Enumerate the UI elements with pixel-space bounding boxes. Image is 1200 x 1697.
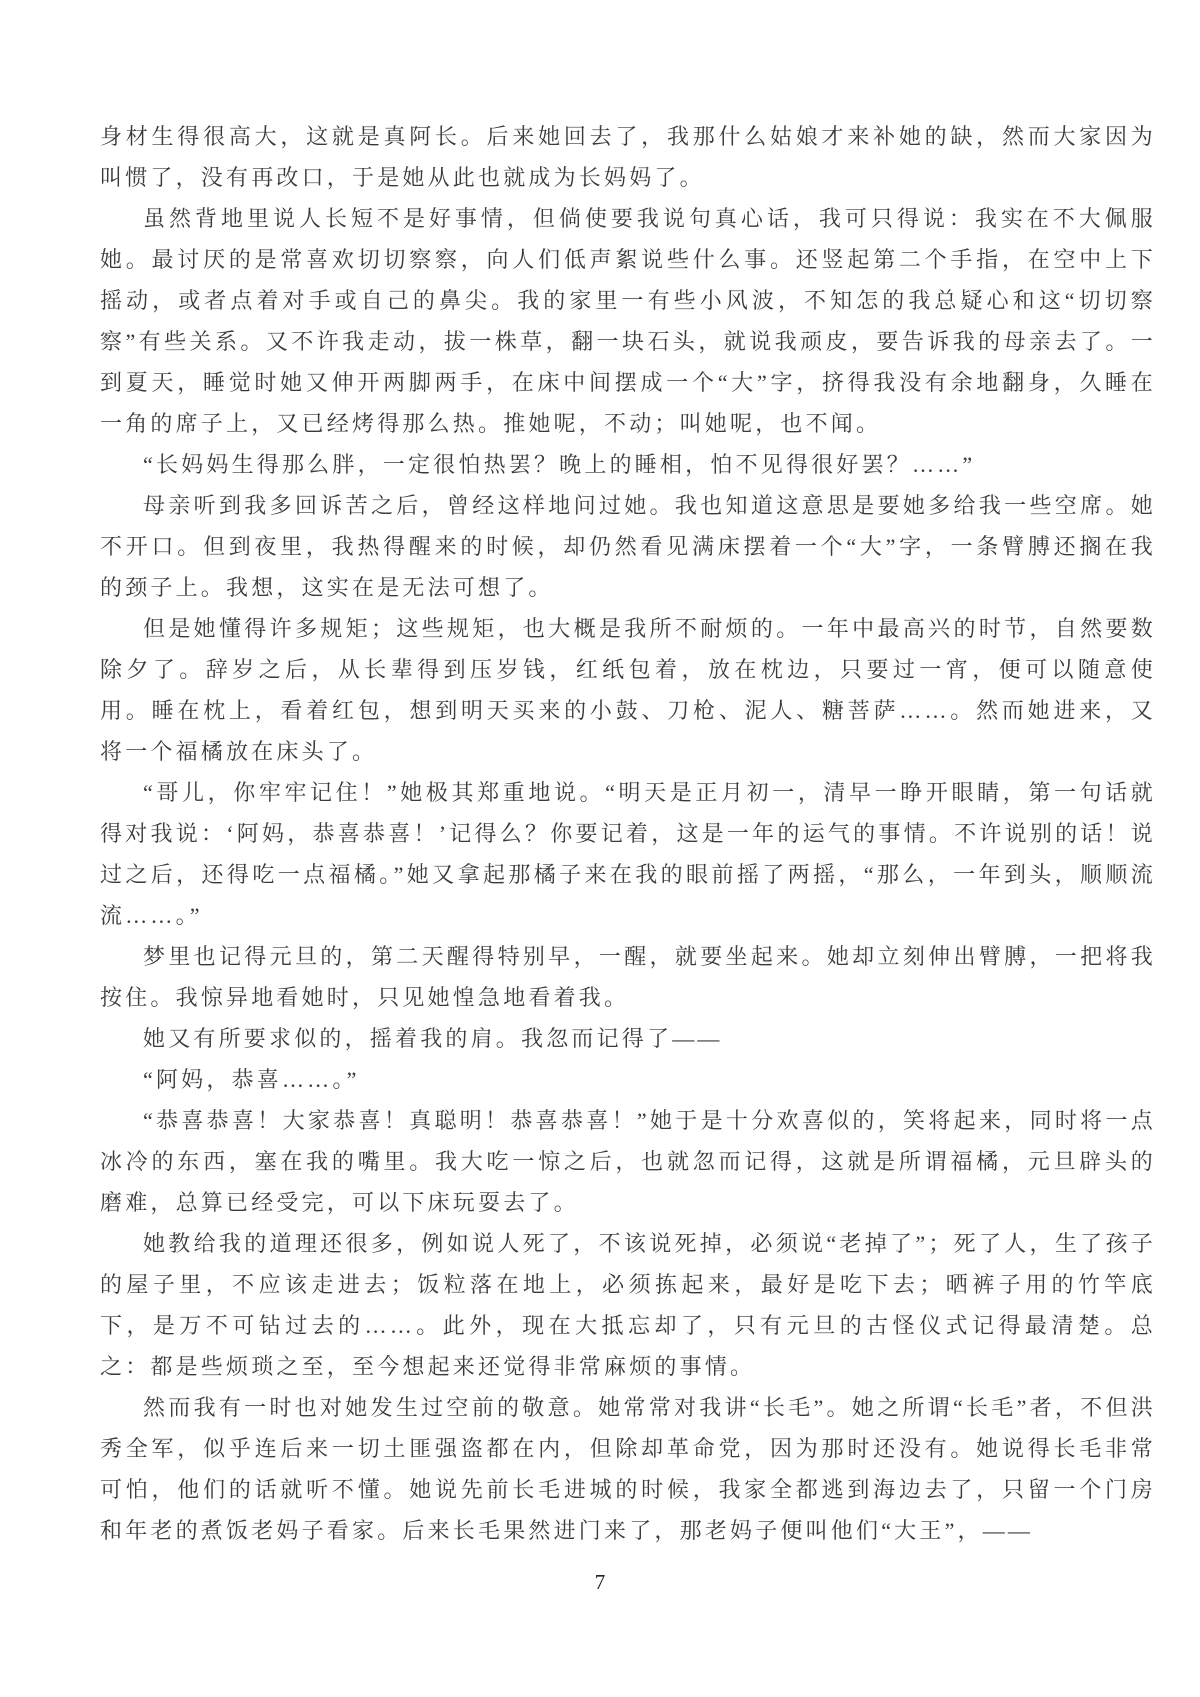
page-number: 7: [594, 1570, 606, 1594]
document-body: [100, 116, 1156, 1551]
paragraph: 梦里也记得元旦的，第二天醒得特别早，一醒，就要坐起来。她却立刻伸出臂膊，一把将我按住。我惊异地看她时，只见她惶急地看着我。: [100, 944, 1156, 1010]
paragraph: 但是她懂得许多规矩；这些规矩，也大概是我所不耐烦的。一年中最高兴的时节，自然要数除夕了。辞岁之后，从长辈得到压岁钱，红纸包着，放在枕边，只要过一宵，便可以随意使用。睡在枕上，看着红包，想到明天买来的小鼓、刀枪、泥人、糖菩萨……。然而她进来，又将一个福橘放在床头了。: [100, 616, 1156, 764]
paragraph: “恭喜恭喜！大家恭喜！真聪明！恭喜恭喜！”她于是十分欢喜似的，笑将起来，同时将一点冰冷的东西，塞在我的嘴里。我大吃一惊之后，也就忽而记得，这就是所谓福橘，元旦辟头的磨难，总算已经受完，可以下床玩耍去了。: [100, 1108, 1156, 1215]
paragraph: 虽然背地里说人长短不是好事情，但倘使要我说句真心话，我可只得说：我实在不大佩服她。最讨厌的是常喜欢切切察察，向人们低声絮说些什么事。还竖起第二个手指，在空中上下摇动，或者点着对手或自己的鼻尖。我的家里一有些小风波，不知怎的我总疑心和这“切切察察”有些关系。又不许我走动，拔一株草，翻一块石头，就说我顽皮，要告诉我的母亲去了。一到夏天，睡觉时她又伸开两脚两手，在床中间摆成一个“大”字，挤得我没有余地翻身，久睡在一角的席子上，又已经烤得那么热。推她呢，不动；叫她呢，也不闻。: [100, 206, 1156, 436]
paragraph: 她教给我的道理还很多，例如说人死了，不该说死掉，必须说“老掉了”；死了人，生了孩子的屋子里，不应该走进去；饭粒落在地上，必须拣起来，最好是吃下去；晒裤子用的竹竿底下，是万不可钻过去的……。此外，现在大抵忘却了，只有元旦的古怪仪式记得最清楚。总之：都是些烦琐之至，至今想起来还觉得非常麻烦的事情。: [100, 1231, 1156, 1379]
paragraph: 然而我有一时也对她发生过空前的敬意。她常常对我讲“长毛”。她之所谓“长毛”者，不但洪秀全军，似乎连后来一切土匪强盗都在内，但除却革命党，因为那时还没有。她说得长毛非常可怕，他们的话就听不懂。她说先前长毛进城的时候，我家全都逃到海边去了，只留一个门房和年老的煮饭老妈子看家。后来长毛果然进门来了，那老妈子便叫他们“大王”，——: [100, 1395, 1156, 1543]
paragraph: “长妈妈生得那么胖，一定很怕热罢？晚上的睡相，怕不见得很好罢？……”: [143, 452, 976, 477]
paragraph: 身材生得很高大，这就是真阿长。后来她回去了，我那什么姑娘才来补她的缺，然而大家因为叫惯了，没有再改口，于是她从此也就成为长妈妈了。: [100, 124, 1156, 190]
paragraph: “哥儿，你牢牢记住！”她极其郑重地说。“明天是正月初一，清早一睁开眼睛，第一句话就得对我说：‘阿妈，恭喜恭喜！’记得么？你要记着，这是一年的运气的事情。不许说别的话！说过之后，还得吃一点福橘。”她又拿起那橘子来在我的眼前摇了两摇，“那么，一年到头，顺顺流流……。”: [100, 780, 1156, 928]
paragraph: 母亲听到我多回诉苦之后，曾经这样地问过她。我也知道这意思是要她多给我一些空席。她不开口。但到夜里，我热得醒来的时候，却仍然看见满床摆着一个“大”字，一条臂膊还搁在我的颈子上。我想，这实在是无法可想了。: [100, 493, 1156, 600]
paragraph: “阿妈，恭喜……。”: [143, 1067, 360, 1092]
paragraph: 她又有所要求似的，摇着我的肩。我忽而记得了——: [143, 1026, 723, 1051]
